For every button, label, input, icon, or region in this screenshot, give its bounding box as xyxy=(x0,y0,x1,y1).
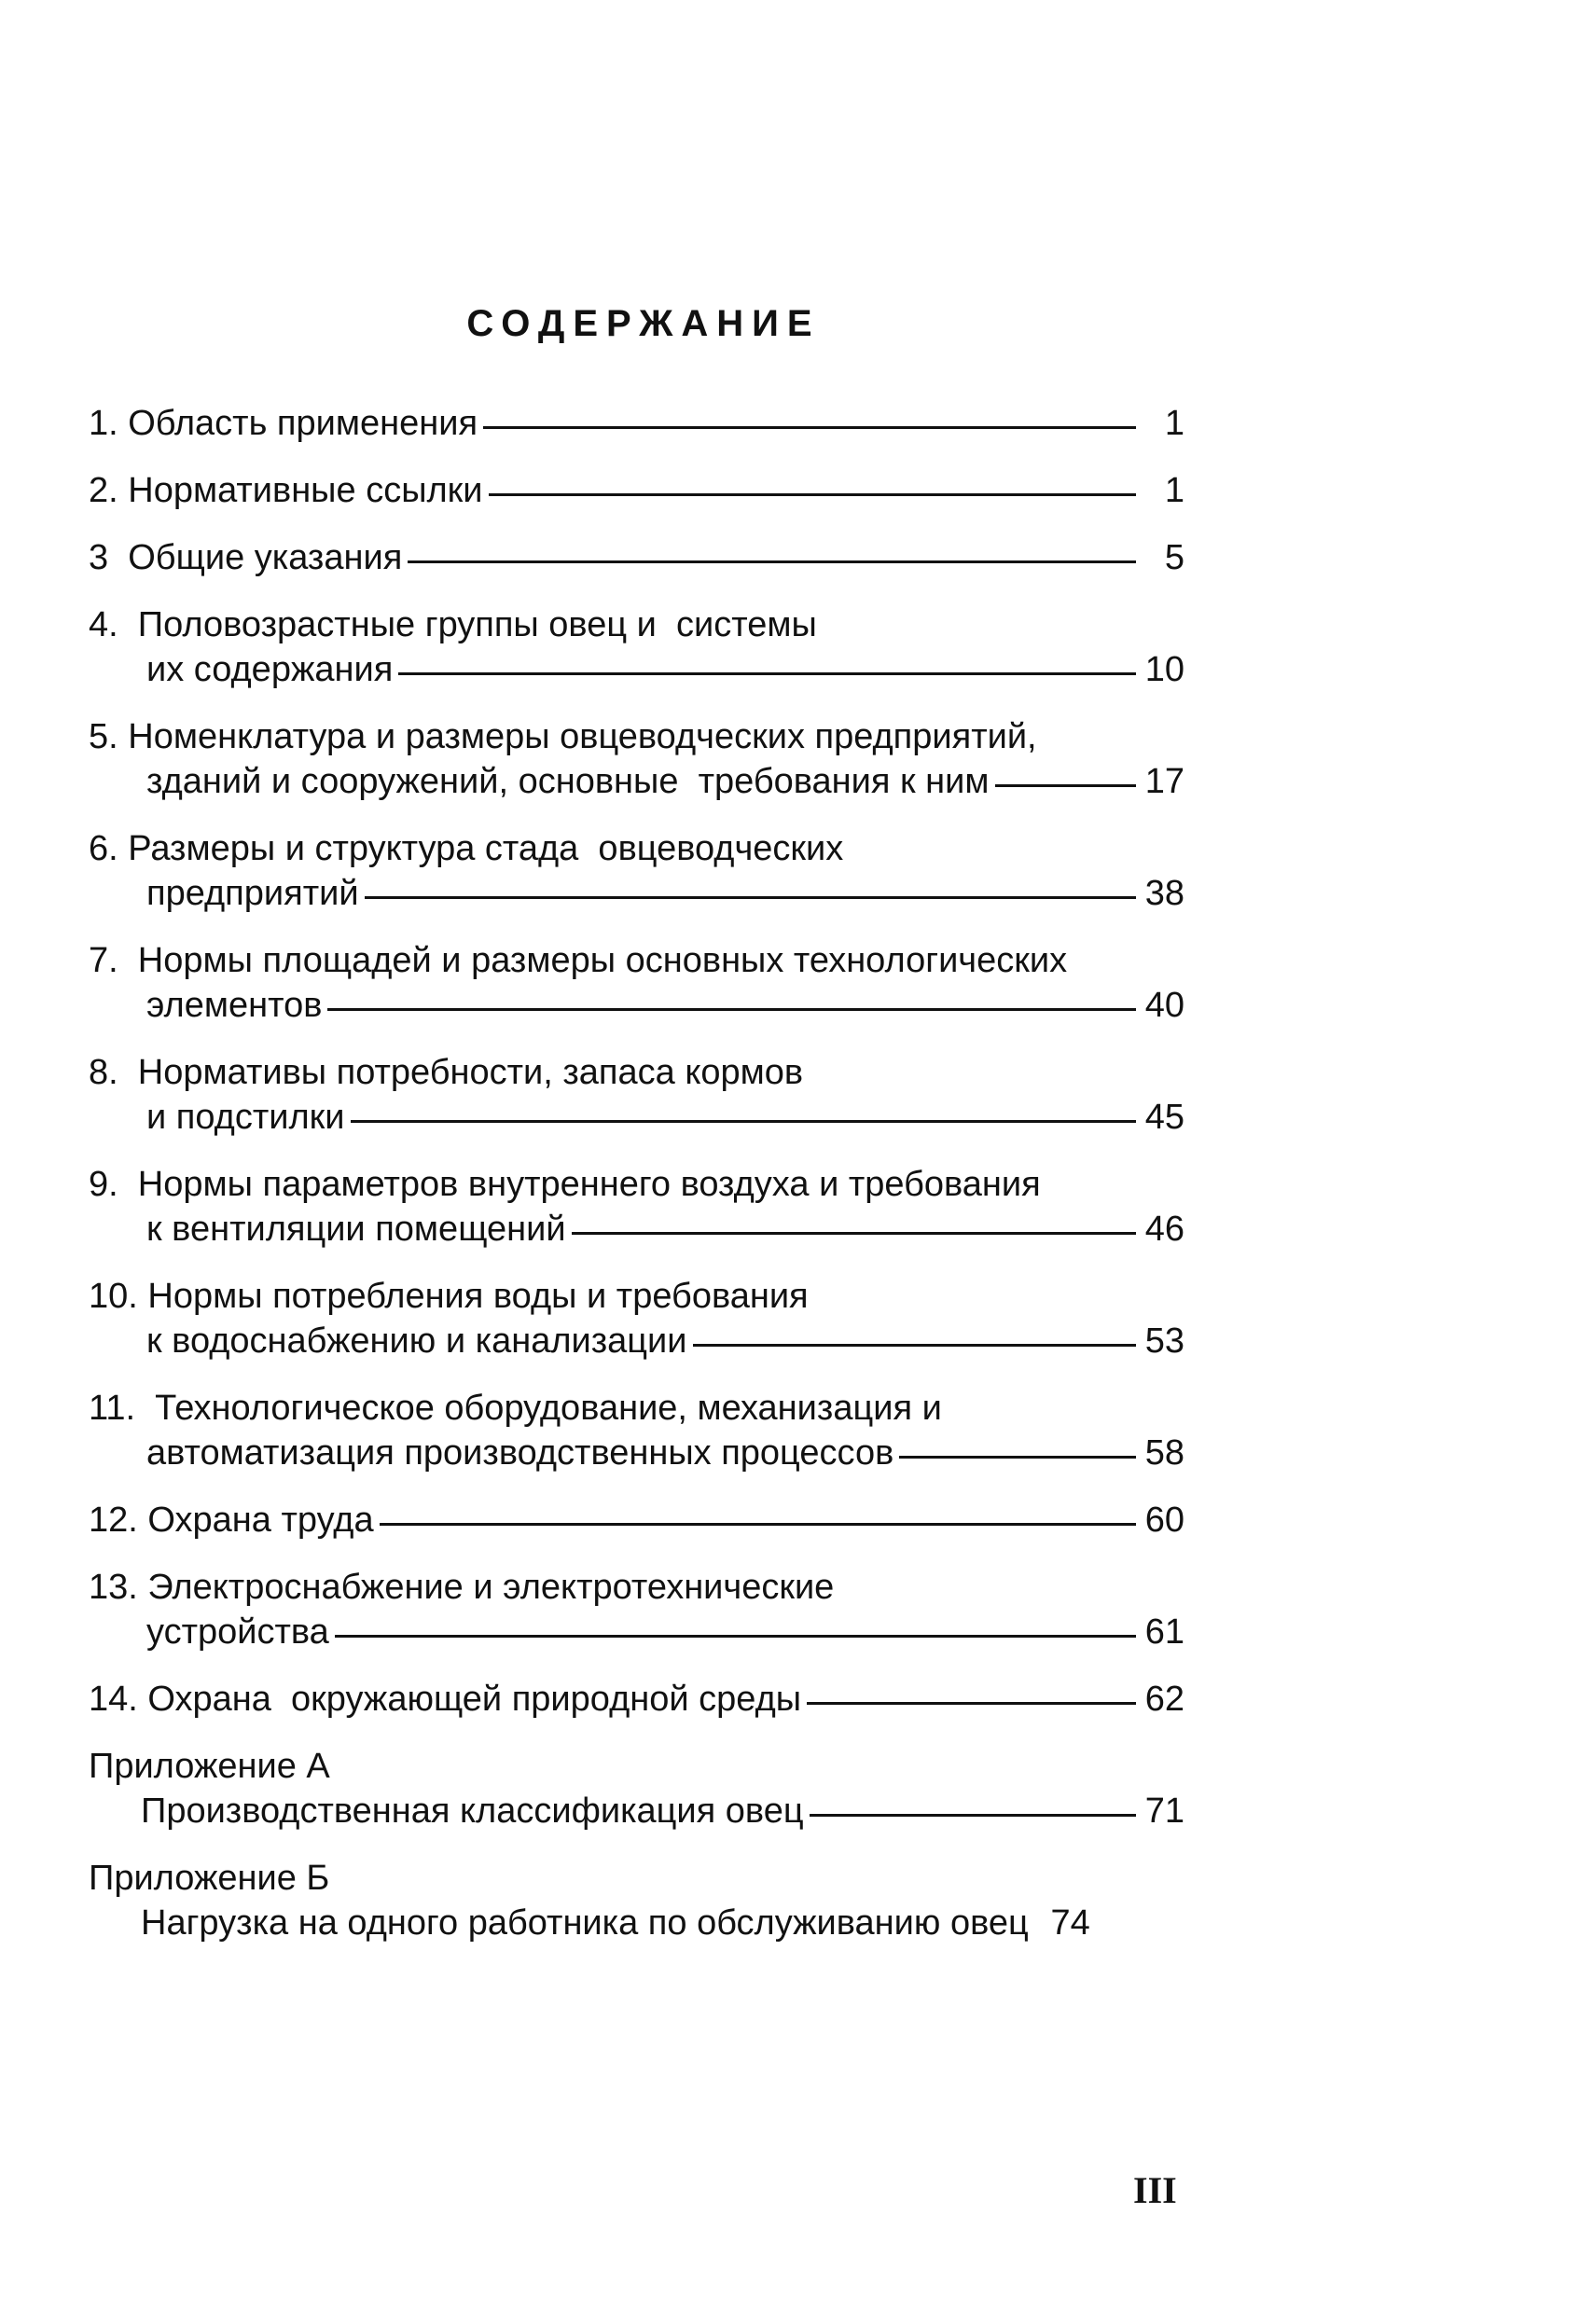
toc-entry xyxy=(89,1162,1184,1252)
toc-entry xyxy=(89,938,1184,1028)
toc-page-number: 38 xyxy=(1144,874,1184,913)
leader-line xyxy=(483,426,1136,429)
toc-entry xyxy=(89,1498,1184,1542)
appendix-heading: Приложение Б xyxy=(89,1859,330,1898)
toc-entry xyxy=(89,1565,1184,1654)
toc-page-number: 61 xyxy=(1144,1612,1184,1652)
toc-entry xyxy=(89,826,1184,916)
toc-page-number: 58 xyxy=(1144,1433,1184,1473)
toc-page-number: 71 xyxy=(1144,1791,1184,1831)
leader-line xyxy=(408,560,1136,563)
toc-entry-line xyxy=(89,1677,1184,1722)
toc-entry-line xyxy=(89,871,1184,916)
table-of-contents xyxy=(89,401,1184,1968)
toc-title: СОДЕРЖАНИЕ xyxy=(466,303,821,344)
appendix-text: Нагрузка на одного работника по обслуживанию овец xyxy=(141,1903,1029,1943)
toc-entry-line xyxy=(89,1610,1184,1654)
toc-page-number: 53 xyxy=(1144,1321,1184,1361)
toc-entry-text: устройства xyxy=(146,1612,329,1652)
appendix-entry xyxy=(89,1744,1184,1833)
toc-entry-line xyxy=(89,1386,1184,1431)
leader-line xyxy=(995,784,1136,787)
toc-entry-line xyxy=(89,714,1184,759)
toc-entry-text: автоматизация производственных процессов xyxy=(146,1433,894,1473)
page-number: III xyxy=(1133,2169,1177,2211)
toc-entry-text: 10. Нормы потребления воды и требования xyxy=(89,1277,809,1316)
appendix-line xyxy=(89,1789,1184,1833)
toc-entry-line xyxy=(89,1431,1184,1475)
toc-page-number: 40 xyxy=(1144,986,1184,1025)
toc-page-number: 74 xyxy=(1050,1903,1090,1943)
toc-entry xyxy=(89,401,1184,446)
toc-entry-line xyxy=(89,1319,1184,1363)
appendix-line xyxy=(89,1901,1184,1945)
leader-line xyxy=(365,896,1136,899)
toc-entry-line xyxy=(89,401,1184,446)
toc-entry xyxy=(89,468,1184,513)
leader-line xyxy=(327,1008,1136,1011)
leader-line xyxy=(899,1456,1136,1459)
leader-line xyxy=(807,1702,1136,1705)
appendix-heading: Приложение А xyxy=(89,1747,330,1786)
toc-entry-text: 12. Охрана труда xyxy=(89,1501,374,1540)
toc-entry-line xyxy=(89,938,1184,983)
toc-entry-line xyxy=(89,1498,1184,1542)
toc-entry-text: зданий и сооружений, основные требования к ним xyxy=(146,762,990,801)
toc-entry xyxy=(89,1274,1184,1363)
leader-line xyxy=(398,672,1136,675)
toc-page-number: 1 xyxy=(1164,404,1184,443)
toc-entry xyxy=(89,1050,1184,1140)
leader-line xyxy=(489,493,1136,496)
toc-entry-text: 5. Номенклатура и размеры овцеводческих предприятий, xyxy=(89,717,1037,756)
toc-entry-line xyxy=(89,468,1184,513)
toc-entries xyxy=(89,401,1184,1722)
toc-page-number: 10 xyxy=(1144,650,1184,689)
toc-entry-line xyxy=(89,1050,1184,1095)
toc-page-number: 60 xyxy=(1144,1501,1184,1540)
toc-entry-line xyxy=(89,602,1184,647)
toc-entry xyxy=(89,1677,1184,1722)
toc-entry-text: их содержания xyxy=(146,650,394,689)
toc-entry-text: 6. Размеры и структура стада овцеводческих xyxy=(89,829,844,868)
toc-entry-line xyxy=(89,983,1184,1028)
toc-entry-text: к вентиляции помещений xyxy=(146,1210,566,1249)
leader-line xyxy=(572,1232,1136,1235)
toc-entry-line xyxy=(89,759,1184,804)
toc-page-number: 62 xyxy=(1144,1680,1184,1719)
toc-page-number: 45 xyxy=(1144,1098,1184,1137)
toc-entry-line xyxy=(89,1207,1184,1252)
toc-entry-text: и подстилки xyxy=(146,1098,345,1137)
toc-entry-text: 7. Нормы площадей и размеры основных технологических xyxy=(89,941,1068,980)
toc-entry xyxy=(89,714,1184,804)
toc-entry-text: 13. Электроснабжение и электротехнические xyxy=(89,1568,835,1607)
toc-page-number: 17 xyxy=(1144,762,1184,801)
toc-entry-line xyxy=(89,535,1184,580)
appendix-entry xyxy=(89,1856,1184,1945)
toc-entry-text: предприятий xyxy=(146,874,359,913)
toc-page-number: 1 xyxy=(1164,471,1184,510)
toc-entry-text: 11. Технологическое оборудование, механизация и xyxy=(89,1389,942,1428)
toc-entry-text: 9. Нормы параметров внутреннего воздуха и требования xyxy=(89,1165,1041,1204)
toc-entry xyxy=(89,535,1184,580)
toc-page-number: 5 xyxy=(1164,538,1184,577)
toc-entry-text: к водоснабжению и канализации xyxy=(146,1321,687,1361)
toc-entry-text: 8. Нормативы потребности, запаса кормов xyxy=(89,1053,804,1092)
toc-entry-line xyxy=(89,826,1184,871)
toc-entry-line xyxy=(89,1095,1184,1140)
leader-line xyxy=(351,1120,1137,1123)
appendix-text: Производственная классификация овец xyxy=(141,1791,804,1831)
leader-line xyxy=(335,1635,1136,1638)
toc-entry xyxy=(89,1386,1184,1475)
leader-line xyxy=(693,1344,1137,1347)
toc-entry-line xyxy=(89,647,1184,692)
toc-entry-text: 3 Общие указания xyxy=(89,538,403,577)
toc-entry-text: 14. Охрана окружающей природной среды xyxy=(89,1680,802,1719)
toc-entry-text: 2. Нормативные ссылки xyxy=(89,471,483,510)
toc-entry-text: 4. Половозрастные группы овец и системы xyxy=(89,605,817,644)
toc-entry-line xyxy=(89,1162,1184,1207)
toc-entry xyxy=(89,602,1184,692)
toc-page-number: 46 xyxy=(1144,1210,1184,1249)
toc-entry-text: элементов xyxy=(146,986,323,1025)
toc-appendices xyxy=(89,1744,1184,1945)
leader-line xyxy=(380,1523,1136,1526)
toc-entry-line xyxy=(89,1565,1184,1610)
toc-entry-text: 1. Область применения xyxy=(89,404,478,443)
toc-entry-line xyxy=(89,1274,1184,1319)
leader-line xyxy=(810,1814,1136,1817)
